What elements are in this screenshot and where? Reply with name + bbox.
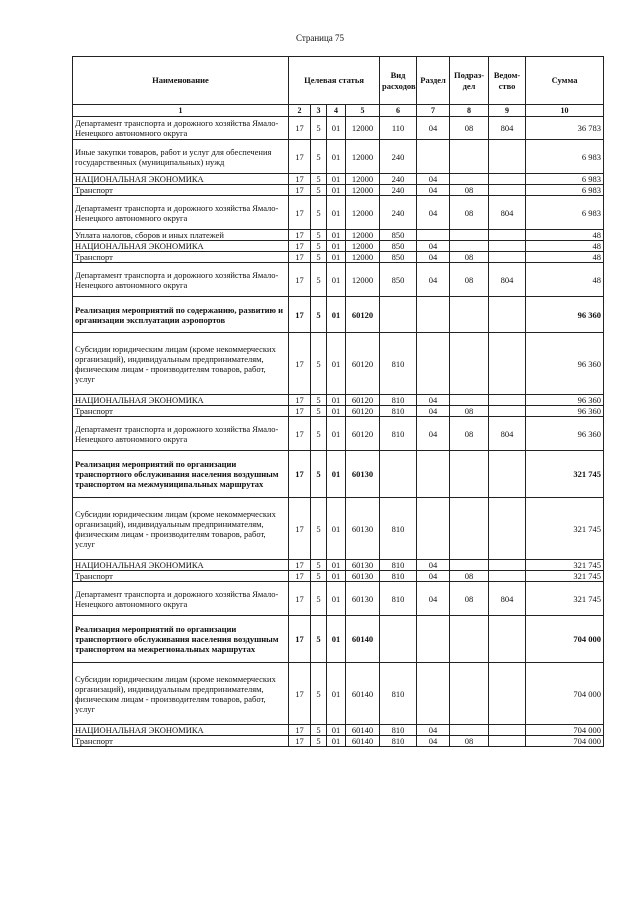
section-cell: 04 bbox=[417, 417, 450, 451]
subsection-cell: 08 bbox=[450, 196, 489, 230]
subsection-cell bbox=[450, 663, 489, 725]
table-row bbox=[73, 406, 604, 417]
row-name: Департамент транспорта и дорожного хозяйства Ямало-Ненецкого автономного округа bbox=[73, 117, 289, 140]
target-code-program: 17 bbox=[289, 395, 311, 406]
department-cell bbox=[489, 252, 526, 263]
section-cell: 04 bbox=[417, 117, 450, 140]
column-number: 3 bbox=[311, 105, 327, 117]
target-code-subprogram: 5 bbox=[311, 333, 327, 395]
subsection-cell: 08 bbox=[450, 117, 489, 140]
amount-cell: 96 360 bbox=[526, 406, 604, 417]
target-code-direction: 12000 bbox=[346, 252, 380, 263]
subsection-cell bbox=[450, 560, 489, 571]
target-code-subprogram: 5 bbox=[311, 560, 327, 571]
table-body bbox=[73, 117, 604, 747]
header-amount: Сумма bbox=[526, 57, 604, 105]
department-cell bbox=[489, 230, 526, 241]
table-row bbox=[73, 417, 604, 451]
target-code-main-event: 01 bbox=[327, 616, 346, 663]
row-name: Субсидии юридическим лицам (кроме некоммерческих организаций), индивидуальным предпринимателям, физическим лицам - производителям товаров, работ, услуг bbox=[73, 333, 289, 395]
amount-cell: 6 983 bbox=[526, 185, 604, 196]
table-row bbox=[73, 582, 604, 616]
table-row bbox=[73, 263, 604, 297]
expense-type-cell bbox=[380, 616, 417, 663]
table-row bbox=[73, 333, 604, 395]
target-code-program: 17 bbox=[289, 451, 311, 498]
target-code-subprogram: 5 bbox=[311, 241, 327, 252]
table-row bbox=[73, 736, 604, 747]
amount-cell: 704 000 bbox=[526, 616, 604, 663]
subsection-cell bbox=[450, 498, 489, 560]
subsection-cell bbox=[450, 333, 489, 395]
table-row bbox=[73, 297, 604, 333]
section-cell: 04 bbox=[417, 263, 450, 297]
column-number: 6 bbox=[380, 105, 417, 117]
amount-cell: 704 000 bbox=[526, 736, 604, 747]
target-code-program: 17 bbox=[289, 417, 311, 451]
section-cell bbox=[417, 451, 450, 498]
expense-type-cell: 240 bbox=[380, 140, 417, 174]
department-cell bbox=[489, 140, 526, 174]
target-code-subprogram: 5 bbox=[311, 230, 327, 241]
amount-cell: 48 bbox=[526, 263, 604, 297]
expense-type-cell: 240 bbox=[380, 196, 417, 230]
department-cell: 804 bbox=[489, 117, 526, 140]
target-code-direction: 60140 bbox=[346, 663, 380, 725]
target-code-direction: 12000 bbox=[346, 117, 380, 140]
target-code-program: 17 bbox=[289, 560, 311, 571]
section-cell: 04 bbox=[417, 406, 450, 417]
column-number: 9 bbox=[489, 105, 526, 117]
amount-cell: 96 360 bbox=[526, 297, 604, 333]
target-code-main-event: 01 bbox=[327, 196, 346, 230]
subsection-cell bbox=[450, 297, 489, 333]
row-name: Иные закупки товаров, работ и услуг для обеспечения государственных (муниципальных) нужд bbox=[73, 140, 289, 174]
target-code-main-event: 01 bbox=[327, 333, 346, 395]
department-cell bbox=[489, 736, 526, 747]
table-row bbox=[73, 241, 604, 252]
target-code-direction: 12000 bbox=[346, 263, 380, 297]
column-number: 1 bbox=[73, 105, 289, 117]
section-cell: 04 bbox=[417, 185, 450, 196]
expense-type-cell: 110 bbox=[380, 117, 417, 140]
department-cell: 804 bbox=[489, 582, 526, 616]
header-row bbox=[73, 57, 604, 105]
department-cell bbox=[489, 333, 526, 395]
row-name: Реализация мероприятий по содержанию, развитию и организации эксплуатации аэропортов bbox=[73, 297, 289, 333]
target-code-program: 17 bbox=[289, 297, 311, 333]
table-row bbox=[73, 451, 604, 498]
subsection-cell: 08 bbox=[450, 417, 489, 451]
target-code-program: 17 bbox=[289, 241, 311, 252]
section-cell bbox=[417, 663, 450, 725]
subsection-cell: 08 bbox=[450, 736, 489, 747]
table-row bbox=[73, 185, 604, 196]
subsection-cell bbox=[450, 241, 489, 252]
budget-table bbox=[72, 56, 604, 747]
amount-cell: 321 745 bbox=[526, 571, 604, 582]
expense-type-cell: 850 bbox=[380, 263, 417, 297]
target-code-main-event: 01 bbox=[327, 417, 346, 451]
target-code-subprogram: 5 bbox=[311, 406, 327, 417]
target-code-program: 17 bbox=[289, 252, 311, 263]
target-code-direction: 12000 bbox=[346, 174, 380, 185]
target-code-direction: 60120 bbox=[346, 297, 380, 333]
row-name: Транспорт bbox=[73, 736, 289, 747]
target-code-main-event: 01 bbox=[327, 140, 346, 174]
target-code-main-event: 01 bbox=[327, 451, 346, 498]
row-name: Департамент транспорта и дорожного хозяйства Ямало-Ненецкого автономного округа bbox=[73, 582, 289, 616]
expense-type-cell: 810 bbox=[380, 560, 417, 571]
amount-cell: 704 000 bbox=[526, 725, 604, 736]
row-name: Транспорт bbox=[73, 571, 289, 582]
target-code-subprogram: 5 bbox=[311, 582, 327, 616]
expense-type-cell: 810 bbox=[380, 333, 417, 395]
target-code-main-event: 01 bbox=[327, 174, 346, 185]
amount-cell: 321 745 bbox=[526, 560, 604, 571]
expense-type-cell: 810 bbox=[380, 395, 417, 406]
target-code-subprogram: 5 bbox=[311, 140, 327, 174]
expense-type-cell: 810 bbox=[380, 736, 417, 747]
target-code-program: 17 bbox=[289, 571, 311, 582]
amount-cell: 36 783 bbox=[526, 117, 604, 140]
department-cell bbox=[489, 571, 526, 582]
section-cell bbox=[417, 297, 450, 333]
section-cell: 04 bbox=[417, 395, 450, 406]
target-code-direction: 60130 bbox=[346, 560, 380, 571]
row-name: Уплата налогов, сборов и иных платежей bbox=[73, 230, 289, 241]
table-row bbox=[73, 663, 604, 725]
section-cell: 04 bbox=[417, 571, 450, 582]
target-code-main-event: 01 bbox=[327, 117, 346, 140]
row-name: Субсидии юридическим лицам (кроме некоммерческих организаций), индивидуальным предпринимателям, физическим лицам - производителям товаров, работ, услуг bbox=[73, 498, 289, 560]
target-code-direction: 60120 bbox=[346, 417, 380, 451]
target-code-direction: 12000 bbox=[346, 230, 380, 241]
target-code-direction: 12000 bbox=[346, 140, 380, 174]
target-code-direction: 60120 bbox=[346, 333, 380, 395]
amount-cell: 48 bbox=[526, 252, 604, 263]
department-cell bbox=[489, 451, 526, 498]
target-code-subprogram: 5 bbox=[311, 417, 327, 451]
row-name: НАЦИОНАЛЬНАЯ ЭКОНОМИКА bbox=[73, 174, 289, 185]
target-code-subprogram: 5 bbox=[311, 498, 327, 560]
expense-type-cell: 810 bbox=[380, 498, 417, 560]
target-code-main-event: 01 bbox=[327, 395, 346, 406]
amount-cell: 96 360 bbox=[526, 333, 604, 395]
target-code-direction: 60130 bbox=[346, 582, 380, 616]
target-code-subprogram: 5 bbox=[311, 185, 327, 196]
table-row bbox=[73, 174, 604, 185]
section-cell: 04 bbox=[417, 560, 450, 571]
amount-cell: 6 983 bbox=[526, 196, 604, 230]
target-code-direction: 60140 bbox=[346, 736, 380, 747]
header-department: Ведом-ство bbox=[489, 57, 526, 105]
column-number: 2 bbox=[289, 105, 311, 117]
target-code-subprogram: 5 bbox=[311, 263, 327, 297]
subsection-cell: 08 bbox=[450, 185, 489, 196]
subsection-cell bbox=[450, 725, 489, 736]
target-code-program: 17 bbox=[289, 263, 311, 297]
section-cell: 04 bbox=[417, 582, 450, 616]
target-code-direction: 60120 bbox=[346, 395, 380, 406]
subsection-cell: 08 bbox=[450, 571, 489, 582]
target-code-subprogram: 5 bbox=[311, 571, 327, 582]
header-target-article: Целевая статья bbox=[289, 57, 380, 105]
target-code-subprogram: 5 bbox=[311, 252, 327, 263]
subsection-cell: 08 bbox=[450, 263, 489, 297]
expense-type-cell: 810 bbox=[380, 417, 417, 451]
table-row bbox=[73, 140, 604, 174]
department-cell bbox=[489, 663, 526, 725]
department-cell bbox=[489, 725, 526, 736]
row-name: Реализация мероприятий по организации транспортного обслуживания населения воздушным транспортом на межмуниципальных маршрутах bbox=[73, 451, 289, 498]
header-section: Раздел bbox=[417, 57, 450, 105]
amount-cell: 48 bbox=[526, 241, 604, 252]
target-code-subprogram: 5 bbox=[311, 395, 327, 406]
section-cell bbox=[417, 333, 450, 395]
header-name: Наименование bbox=[73, 57, 289, 105]
target-code-program: 17 bbox=[289, 185, 311, 196]
table-row bbox=[73, 230, 604, 241]
table-row bbox=[73, 560, 604, 571]
target-code-main-event: 01 bbox=[327, 252, 346, 263]
department-cell bbox=[489, 297, 526, 333]
target-code-program: 17 bbox=[289, 174, 311, 185]
subsection-cell: 08 bbox=[450, 252, 489, 263]
target-code-main-event: 01 bbox=[327, 406, 346, 417]
row-name: Транспорт bbox=[73, 185, 289, 196]
table-row bbox=[73, 616, 604, 663]
column-number: 8 bbox=[450, 105, 489, 117]
header-expense-type: Вид расходов bbox=[380, 57, 417, 105]
target-code-program: 17 bbox=[289, 333, 311, 395]
target-code-program: 17 bbox=[289, 582, 311, 616]
amount-cell: 704 000 bbox=[526, 663, 604, 725]
target-code-direction: 12000 bbox=[346, 241, 380, 252]
section-cell: 04 bbox=[417, 241, 450, 252]
section-cell bbox=[417, 140, 450, 174]
section-cell: 04 bbox=[417, 725, 450, 736]
target-code-subprogram: 5 bbox=[311, 174, 327, 185]
expense-type-cell: 810 bbox=[380, 725, 417, 736]
section-cell bbox=[417, 498, 450, 560]
column-number: 7 bbox=[417, 105, 450, 117]
table-row bbox=[73, 725, 604, 736]
target-code-main-event: 01 bbox=[327, 582, 346, 616]
section-cell: 04 bbox=[417, 174, 450, 185]
amount-cell: 6 983 bbox=[526, 174, 604, 185]
target-code-program: 17 bbox=[289, 230, 311, 241]
expense-type-cell: 810 bbox=[380, 663, 417, 725]
department-cell bbox=[489, 185, 526, 196]
target-code-subprogram: 5 bbox=[311, 725, 327, 736]
table-row bbox=[73, 498, 604, 560]
page-number: Страница 75 bbox=[295, 33, 345, 43]
row-name: Транспорт bbox=[73, 252, 289, 263]
amount-cell: 321 745 bbox=[526, 498, 604, 560]
target-code-main-event: 01 bbox=[327, 725, 346, 736]
subsection-cell bbox=[450, 140, 489, 174]
target-code-program: 17 bbox=[289, 140, 311, 174]
target-code-main-event: 01 bbox=[327, 297, 346, 333]
expense-type-cell: 810 bbox=[380, 406, 417, 417]
target-code-main-event: 01 bbox=[327, 571, 346, 582]
expense-type-cell bbox=[380, 451, 417, 498]
target-code-program: 17 bbox=[289, 498, 311, 560]
table-row bbox=[73, 252, 604, 263]
department-cell bbox=[489, 406, 526, 417]
target-code-subprogram: 5 bbox=[311, 297, 327, 333]
row-name: Субсидии юридическим лицам (кроме некоммерческих организаций), индивидуальным предпринимателям, физическим лицам - производителям товаров, работ, услуг bbox=[73, 663, 289, 725]
department-cell: 804 bbox=[489, 263, 526, 297]
expense-type-cell bbox=[380, 297, 417, 333]
target-code-direction: 60130 bbox=[346, 498, 380, 560]
column-number: 4 bbox=[327, 105, 346, 117]
target-code-main-event: 01 bbox=[327, 241, 346, 252]
column-number: 5 bbox=[346, 105, 380, 117]
target-code-main-event: 01 bbox=[327, 498, 346, 560]
department-cell bbox=[489, 174, 526, 185]
target-code-direction: 60140 bbox=[346, 725, 380, 736]
row-name: НАЦИОНАЛЬНАЯ ЭКОНОМИКА bbox=[73, 560, 289, 571]
amount-cell: 48 bbox=[526, 230, 604, 241]
section-cell: 04 bbox=[417, 196, 450, 230]
row-name: Департамент транспорта и дорожного хозяйства Ямало-Ненецкого автономного округа bbox=[73, 196, 289, 230]
target-code-program: 17 bbox=[289, 725, 311, 736]
section-cell bbox=[417, 616, 450, 663]
target-code-direction: 60120 bbox=[346, 406, 380, 417]
row-name: Департамент транспорта и дорожного хозяйства Ямало-Ненецкого автономного округа bbox=[73, 263, 289, 297]
row-name: Реализация мероприятий по организации транспортного обслуживания населения воздушным транспортом на межрегиональных маршрутах bbox=[73, 616, 289, 663]
target-code-direction: 12000 bbox=[346, 196, 380, 230]
expense-type-cell: 810 bbox=[380, 582, 417, 616]
department-cell: 804 bbox=[489, 417, 526, 451]
subsection-cell bbox=[450, 174, 489, 185]
subsection-cell bbox=[450, 230, 489, 241]
target-code-main-event: 01 bbox=[327, 263, 346, 297]
expense-type-cell: 240 bbox=[380, 185, 417, 196]
column-number-row bbox=[73, 105, 604, 117]
department-cell bbox=[489, 395, 526, 406]
target-code-program: 17 bbox=[289, 196, 311, 230]
expense-type-cell: 810 bbox=[380, 571, 417, 582]
amount-cell: 96 360 bbox=[526, 417, 604, 451]
target-code-subprogram: 5 bbox=[311, 663, 327, 725]
target-code-program: 17 bbox=[289, 616, 311, 663]
target-code-main-event: 01 bbox=[327, 230, 346, 241]
department-cell bbox=[489, 616, 526, 663]
amount-cell: 321 745 bbox=[526, 582, 604, 616]
subsection-cell bbox=[450, 616, 489, 663]
table-row bbox=[73, 117, 604, 140]
expense-type-cell: 240 bbox=[380, 174, 417, 185]
target-code-direction: 60130 bbox=[346, 571, 380, 582]
subsection-cell bbox=[450, 395, 489, 406]
table-row bbox=[73, 395, 604, 406]
row-name: Департамент транспорта и дорожного хозяйства Ямало-Ненецкого автономного округа bbox=[73, 417, 289, 451]
target-code-main-event: 01 bbox=[327, 663, 346, 725]
row-name: НАЦИОНАЛЬНАЯ ЭКОНОМИКА bbox=[73, 395, 289, 406]
amount-cell: 321 745 bbox=[526, 451, 604, 498]
table-row bbox=[73, 571, 604, 582]
row-name: НАЦИОНАЛЬНАЯ ЭКОНОМИКА bbox=[73, 241, 289, 252]
department-cell bbox=[489, 241, 526, 252]
target-code-subprogram: 5 bbox=[311, 451, 327, 498]
section-cell bbox=[417, 230, 450, 241]
amount-cell: 96 360 bbox=[526, 395, 604, 406]
department-cell: 804 bbox=[489, 196, 526, 230]
target-code-direction: 12000 bbox=[346, 185, 380, 196]
subsection-cell bbox=[450, 451, 489, 498]
expense-type-cell: 850 bbox=[380, 241, 417, 252]
target-code-main-event: 01 bbox=[327, 560, 346, 571]
section-cell: 04 bbox=[417, 252, 450, 263]
department-cell bbox=[489, 560, 526, 571]
amount-cell: 6 983 bbox=[526, 140, 604, 174]
department-cell bbox=[489, 498, 526, 560]
row-name: Транспорт bbox=[73, 406, 289, 417]
target-code-program: 17 bbox=[289, 663, 311, 725]
target-code-subprogram: 5 bbox=[311, 616, 327, 663]
subsection-cell: 08 bbox=[450, 582, 489, 616]
target-code-program: 17 bbox=[289, 117, 311, 140]
target-code-subprogram: 5 bbox=[311, 117, 327, 140]
table-row bbox=[73, 196, 604, 230]
target-code-direction: 60140 bbox=[346, 616, 380, 663]
target-code-main-event: 01 bbox=[327, 736, 346, 747]
row-name: НАЦИОНАЛЬНАЯ ЭКОНОМИКА bbox=[73, 725, 289, 736]
target-code-direction: 60130 bbox=[346, 451, 380, 498]
expense-type-cell: 850 bbox=[380, 230, 417, 241]
section-cell: 04 bbox=[417, 736, 450, 747]
header-subsection: Подраз-дел bbox=[450, 57, 489, 105]
column-number: 10 bbox=[526, 105, 604, 117]
target-code-program: 17 bbox=[289, 736, 311, 747]
target-code-subprogram: 5 bbox=[311, 736, 327, 747]
target-code-main-event: 01 bbox=[327, 185, 346, 196]
expense-type-cell: 850 bbox=[380, 252, 417, 263]
subsection-cell: 08 bbox=[450, 406, 489, 417]
target-code-subprogram: 5 bbox=[311, 196, 327, 230]
target-code-program: 17 bbox=[289, 406, 311, 417]
